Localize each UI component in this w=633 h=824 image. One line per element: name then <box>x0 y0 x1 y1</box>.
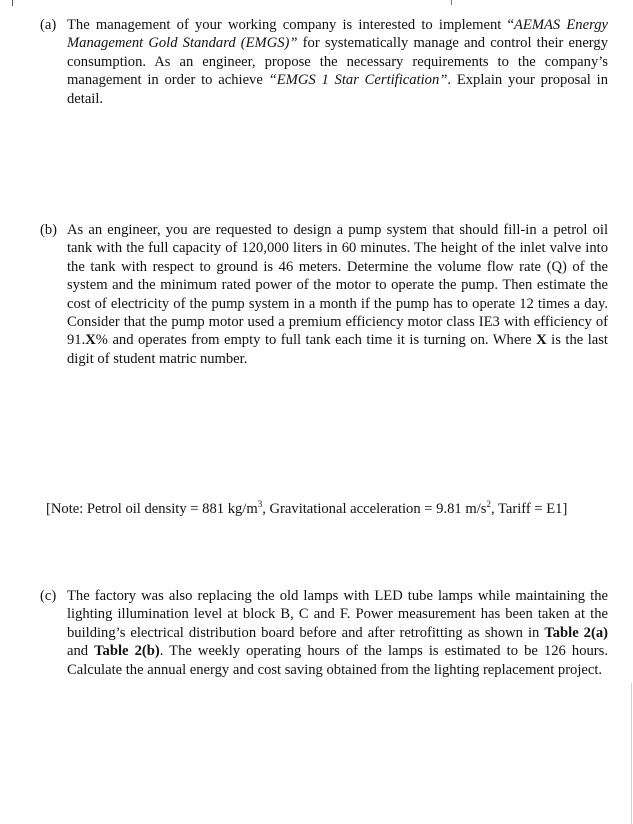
question-a-label: (a) <box>40 17 57 33</box>
text-segment: AEMAS Energy Management Gold Standard (EMGS)” <box>67 17 608 52</box>
question-c <box>40 587 608 679</box>
page-edge-line <box>631 683 632 824</box>
text-segment: . Explain your proposal in detail. <box>67 72 608 107</box>
note-tariff: , Tariff = E1] <box>490 501 568 517</box>
page-edge-mark-right <box>451 0 452 5</box>
text-segment: “EMGS 1 Star Certification” <box>268 72 448 89</box>
question-b-label: (b) <box>40 222 58 238</box>
text-segment: X <box>536 332 547 349</box>
question-a <box>40 16 608 108</box>
note-gravity: , Gravitational acceleration = 9.81 m/s <box>262 501 487 517</box>
question-c-label: (c) <box>40 588 57 604</box>
text-segment: . The weekly operating hours of the lamps is estimated to be 126 hours. Calculate the annual energy and cost saving obtained from the lighting replacement project. <box>67 643 608 678</box>
text-segment: % and operates from empty to full tank each time it is turning on. Where <box>95 332 537 349</box>
text-segment: The management of your working company is interested to implement “ <box>67 17 514 33</box>
question-b-text <box>67 221 608 368</box>
question-b <box>40 221 608 368</box>
constants-note <box>46 500 616 518</box>
text-segment: and <box>67 643 95 660</box>
page-edge-mark-left <box>12 0 13 6</box>
note-gravity-exponent: 2 <box>486 499 491 510</box>
text-segment: Table 2(a) <box>544 624 608 641</box>
text-segment: As an engineer, you are requested to design a pump system that should fill-in a petrol oil tank with the full capacity of 120,000 liters in 60 minutes. The height of the inlet valve into the tank with respect to ground is 46 meters. Determine the volume flow rate (Q) of the system and the minimum rated power of the motor to operate the pump. Then estimate the cost of electricity of the pump system in a month if the pump has to operate 12 times a day. Consider that the pump motor used a premium efficiency motor class IE3 with efficiency of 91. <box>67 222 608 349</box>
text-segment: for systematically manage and control their energy consumption. As an engineer, propose the necessary requirements to the company’s management in order to achieve <box>67 35 609 89</box>
note-density-exponent: 3 <box>257 499 263 510</box>
text-segment: The factory was also replacing the old lamps with LED tube lamps while maintaining the lighting illumination level at block B, C and F. Power measurement has been taken at the building’s electrical distribution board before and after retrofitting as shown in <box>67 588 608 641</box>
question-c-text <box>67 587 608 679</box>
text-segment: is the last digit of student matric number. <box>67 332 608 367</box>
question-a-text <box>67 16 608 108</box>
note-density: [Note: Petrol oil density = 881 kg/m <box>46 501 258 517</box>
text-segment: X <box>85 332 96 349</box>
text-segment: Table 2(b) <box>94 643 160 660</box>
